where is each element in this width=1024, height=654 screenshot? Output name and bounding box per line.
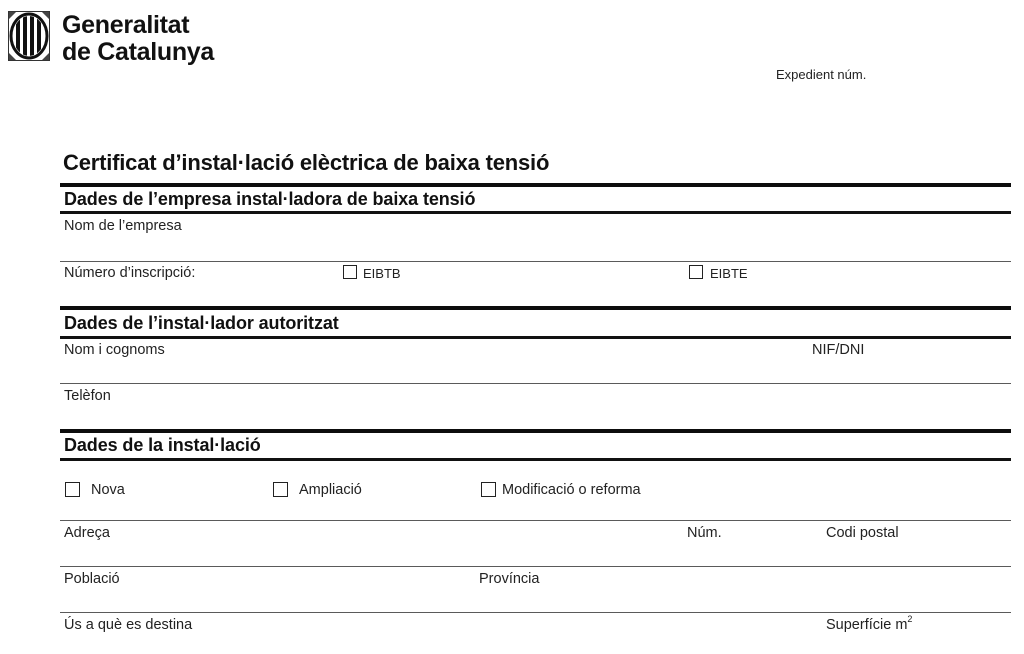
field-divider [60,261,1011,262]
field-divider [60,520,1011,521]
input-poblacio[interactable] [60,587,470,611]
checkbox-eibte[interactable] [689,265,703,279]
logo-wordmark [62,12,214,66]
input-nif-dni[interactable] [808,358,1011,382]
input-telefon[interactable] [60,404,1011,426]
checkbox-label-eibtb: EIBTB [363,266,401,281]
input-adreca[interactable] [60,541,680,565]
section-rule-top [60,429,1011,433]
input-codi-postal[interactable] [822,541,1011,565]
checkbox-eibtb[interactable] [343,265,357,279]
section-rule-bottom [60,458,1011,461]
field-divider [60,383,1011,384]
field-label-nif-dni: NIF/DNI [812,342,865,358]
input-num[interactable] [683,541,818,565]
field-label-us-destina: Ús a què es destina [64,617,193,633]
section-rule-top [60,183,1011,187]
input-superficie[interactable] [822,633,1011,653]
field-label-provincia: Província [479,571,540,587]
section-rule-top [60,306,1011,310]
superficie-exponent: 2 [907,614,913,624]
document-title: Certificat d’instal·lació elèctrica de baixa tensió [63,150,550,175]
superficie-text: Superfície m [826,617,908,633]
input-nom-empresa[interactable] [60,234,1011,260]
catalan-coat-of-arms-icon [8,11,50,61]
field-label-nom-empresa: Nom de l’empresa [64,218,182,234]
checkbox-label-eibte: EIBTE [710,266,748,281]
section-rule-bottom [60,211,1011,214]
field-label-poblacio: Població [64,571,120,587]
checkbox-modificacio-reforma[interactable] [481,482,496,497]
checkbox-label-nova: Nova [91,482,125,498]
section-heading-installador: Dades de l’instal·lador autoritzat [64,313,339,333]
field-divider [60,612,1011,613]
input-us-destina[interactable] [60,633,810,653]
field-label-numero-inscripcio: Número d’inscripció: [64,265,196,281]
section-heading-empresa: Dades de l’empresa instal·ladora de baixa tensió [64,189,476,209]
logo-line-1: Generalitat [62,11,190,39]
expedient-number-label: Expedient núm. [776,67,867,82]
field-label-telefon: Telèfon [64,388,111,404]
field-label-adreca: Adreça [64,525,110,541]
input-nom-cognoms[interactable] [60,358,800,382]
checkbox-nova[interactable] [65,482,80,497]
checkbox-label-modificacio-reforma: Modificació o reforma [502,482,641,498]
logo-line-2: de Catalunya [62,38,215,66]
section-heading-installacio: Dades de la instal·lació [64,435,261,455]
section-rule-bottom [60,336,1011,339]
checkbox-ampliacio[interactable] [273,482,288,497]
input-provincia[interactable] [475,587,1011,611]
field-label-codi-postal: Codi postal [826,525,899,541]
field-divider [60,566,1011,567]
checkbox-label-ampliacio: Ampliació [299,482,362,498]
field-label-superficie [826,614,913,633]
field-label-num: Núm. [687,525,722,541]
field-label-nom-cognoms: Nom i cognoms [64,342,165,358]
